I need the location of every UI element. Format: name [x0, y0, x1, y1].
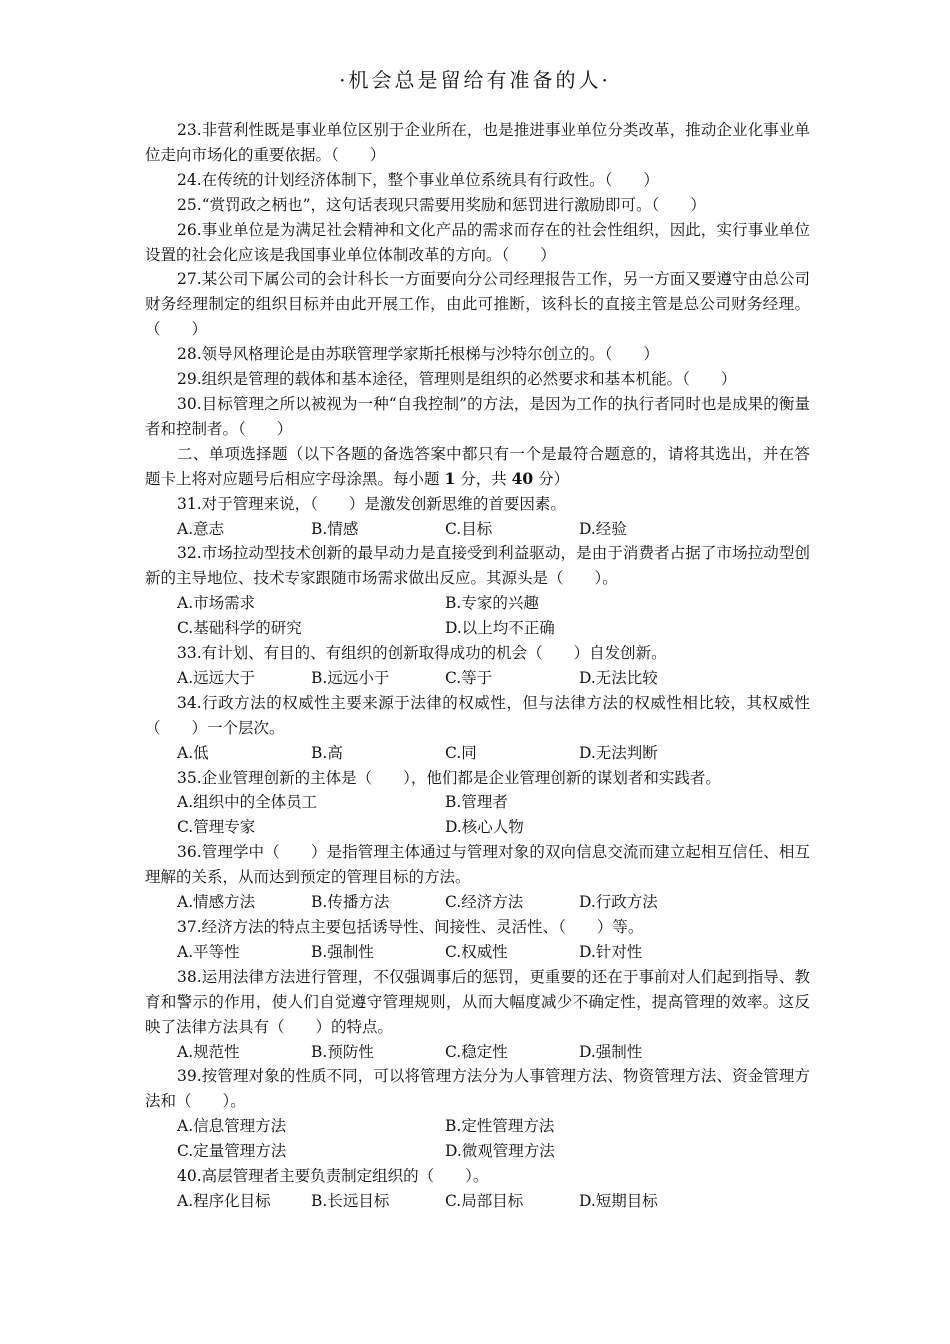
judgment-item-28: 28.领导风格理论是由苏联管理学家斯托根梯与沙特尔创立的。（ ）: [177, 345, 659, 364]
option-b: B.专家的兴趣: [445, 594, 539, 613]
page-header-motto: ·机会总是留给有准备的人·: [339, 68, 611, 92]
question-32-stem: 32.市场拉动型技术创新的最早动力是直接受到利益驱动，是由于消费者占据了市场拉动型创新的主导地位、技术专家跟随市场需求做出反应。其源头是（ ）。: [145, 544, 810, 588]
question-40-options: [145, 1189, 810, 1214]
option-c: C.权威性: [445, 942, 508, 961]
option-a: A.意志: [177, 519, 225, 538]
option-b: B.预防性: [311, 1042, 374, 1061]
question-39-options-row2: [145, 1139, 810, 1164]
option-c: C.定量管理方法: [177, 1142, 287, 1161]
exam-content: [145, 118, 810, 1214]
option-d: D.针对性: [579, 942, 643, 961]
option-d: D.微观管理方法: [445, 1142, 555, 1161]
judgment-item-24: 24.在传统的计划经济体制下，整个事业单位系统具有行政性。（ ）: [177, 170, 659, 189]
option-c: C.基础科学的研究: [177, 619, 302, 638]
question-34-stem: 34.行政方法的权威性主要来源于法律的权威性，但与法律方法的权威性相比较，其权威性（ ）一个层次。: [145, 693, 810, 737]
option-b: B.远远小于: [311, 668, 390, 687]
question-38-options: [145, 1040, 810, 1065]
option-a: A.低: [177, 743, 209, 762]
question-33-stem: 33.有计划、有目的、有组织的创新取得成功的机会（ ）自发创新。: [177, 644, 667, 663]
option-b: B.情感: [311, 519, 359, 538]
option-d: D.无法比较: [579, 668, 658, 687]
option-d: D.无法判断: [579, 743, 658, 762]
question-37-options: [145, 940, 810, 965]
question-32-options-row1: [145, 591, 810, 616]
judgment-item-30: 30.目标管理之所以被视为一种“自我控制”的方法，是因为工作的执行者同时也是成果的衡量者和控制者。（ ）: [145, 394, 810, 438]
option-c: C.局部目标: [445, 1191, 524, 1210]
option-b: B.长远目标: [311, 1191, 390, 1210]
option-c: C.同: [445, 743, 477, 762]
option-a: A.市场需求: [177, 594, 256, 613]
option-c: C.经济方法: [445, 893, 524, 912]
option-b: B.定性管理方法: [445, 1117, 555, 1136]
question-39-stem: 39.按管理对象的性质不同，可以将管理方法分为人事管理方法、物资管理方法、资金管理方法和（ ）。: [145, 1067, 810, 1111]
question-34-options: [145, 741, 810, 766]
option-c: C.稳定性: [445, 1042, 508, 1061]
question-40-stem: 40.高层管理者主要负责制定组织的（ ）。: [177, 1167, 489, 1186]
question-33-options: [145, 666, 810, 691]
question-36-options: [145, 890, 810, 915]
question-35-options-row1: [145, 790, 810, 815]
question-31-stem: 31.对于管理来说，（ ）是激发创新思维的首要因素。: [177, 494, 566, 513]
option-b: B.强制性: [311, 942, 374, 961]
question-32-options-row2: [145, 616, 810, 641]
option-d: D.行政方法: [579, 893, 658, 912]
option-b: B.传播方法: [311, 893, 390, 912]
section-text-pre: 二、单项选择题（以下各题的备选答案中都只有一个是最符合题意的，请将其选出，并在答题卡上将对应题号后相应字母涂黑。每小题: [145, 444, 810, 488]
section-text-post: 分）: [538, 469, 570, 488]
option-c: C.管理专家: [177, 818, 256, 837]
option-a: A.规范性: [177, 1042, 240, 1061]
option-d: D.以上均不正确: [445, 619, 555, 638]
question-38-stem: 38.运用法律方法进行管理，不仅强调事后的惩罚，更重要的还在于事前对人们起到指导、教育和警示的作用，使人们自觉遵守管理规则，从而大幅度减少不确定性，提高管理的效率。这反映了法律方法具有（ ）的特点。: [145, 967, 810, 1036]
option-d: D.经验: [579, 519, 627, 538]
option-a: A.程序化目标: [177, 1191, 271, 1210]
section-points-each: 1: [444, 468, 456, 488]
section-points-total: 40: [511, 468, 534, 488]
option-a: A.远远大于: [177, 668, 256, 687]
question-31-options: [145, 517, 810, 542]
judgment-item-27: 27.某公司下属公司的会计科长一方面要向分公司经理报告工作，另一方面又要遵守由总公司财务经理制定的组织目标并由此开展工作，由此可推断，该科长的直接主管是总公司财务经理。（ ）: [145, 270, 810, 339]
question-35-options-row2: [145, 815, 810, 840]
question-36-stem: 36.管理学中（ ）是指管理主体通过与管理对象的双向信息交流而建立起相互信任、相互理解的关系，从而达到预定的管理目标的方法。: [145, 843, 810, 887]
question-35-stem: 35.企业管理创新的主体是（ ），他们都是企业管理创新的谋划者和实践者。: [177, 768, 721, 787]
option-b: B.管理者: [445, 793, 508, 812]
section-text-mid: 分，共: [460, 469, 507, 488]
judgment-item-29: 29.组织是管理的载体和基本途径，管理则是组织的必然要求和基本机能。（ ）: [177, 370, 737, 389]
option-d: D.核心人物: [445, 818, 524, 837]
judgment-item-26: 26.事业单位是为满足社会精神和文化产品的需求而存在的社会性组织，因此，实行事业单位设置的社会化应该是我国事业单位体制改革的方向。（ ）: [145, 220, 810, 264]
judgment-item-23: 23.非营利性既是事业单位区别于企业所在，也是推进事业单位分类改革，推动企业化事业单位走向市场化的重要依据。（ ）: [145, 121, 810, 164]
option-b: B.高: [311, 743, 343, 762]
option-d: D.强制性: [579, 1042, 643, 1061]
option-c: C.等于: [445, 668, 493, 687]
question-37-stem: 37.经济方法的特点主要包括诱导性、间接性、灵活性、（ ）等。: [177, 918, 644, 936]
judgment-item-25: 25.“赏罚政之柄也”，这句话表现只需要用奖励和惩罚进行激励即可。（ ）: [177, 195, 706, 214]
option-a: A.情感方法: [177, 893, 256, 912]
option-a: A.组织中的全体员工: [177, 793, 318, 812]
option-d: D.短期目标: [579, 1191, 658, 1210]
option-a: A.信息管理方法: [177, 1117, 287, 1136]
section-heading-single-choice: [145, 442, 810, 492]
option-a: A.平等性: [177, 942, 240, 961]
question-39-options-row1: [145, 1114, 810, 1139]
option-c: C.目标: [445, 519, 493, 538]
